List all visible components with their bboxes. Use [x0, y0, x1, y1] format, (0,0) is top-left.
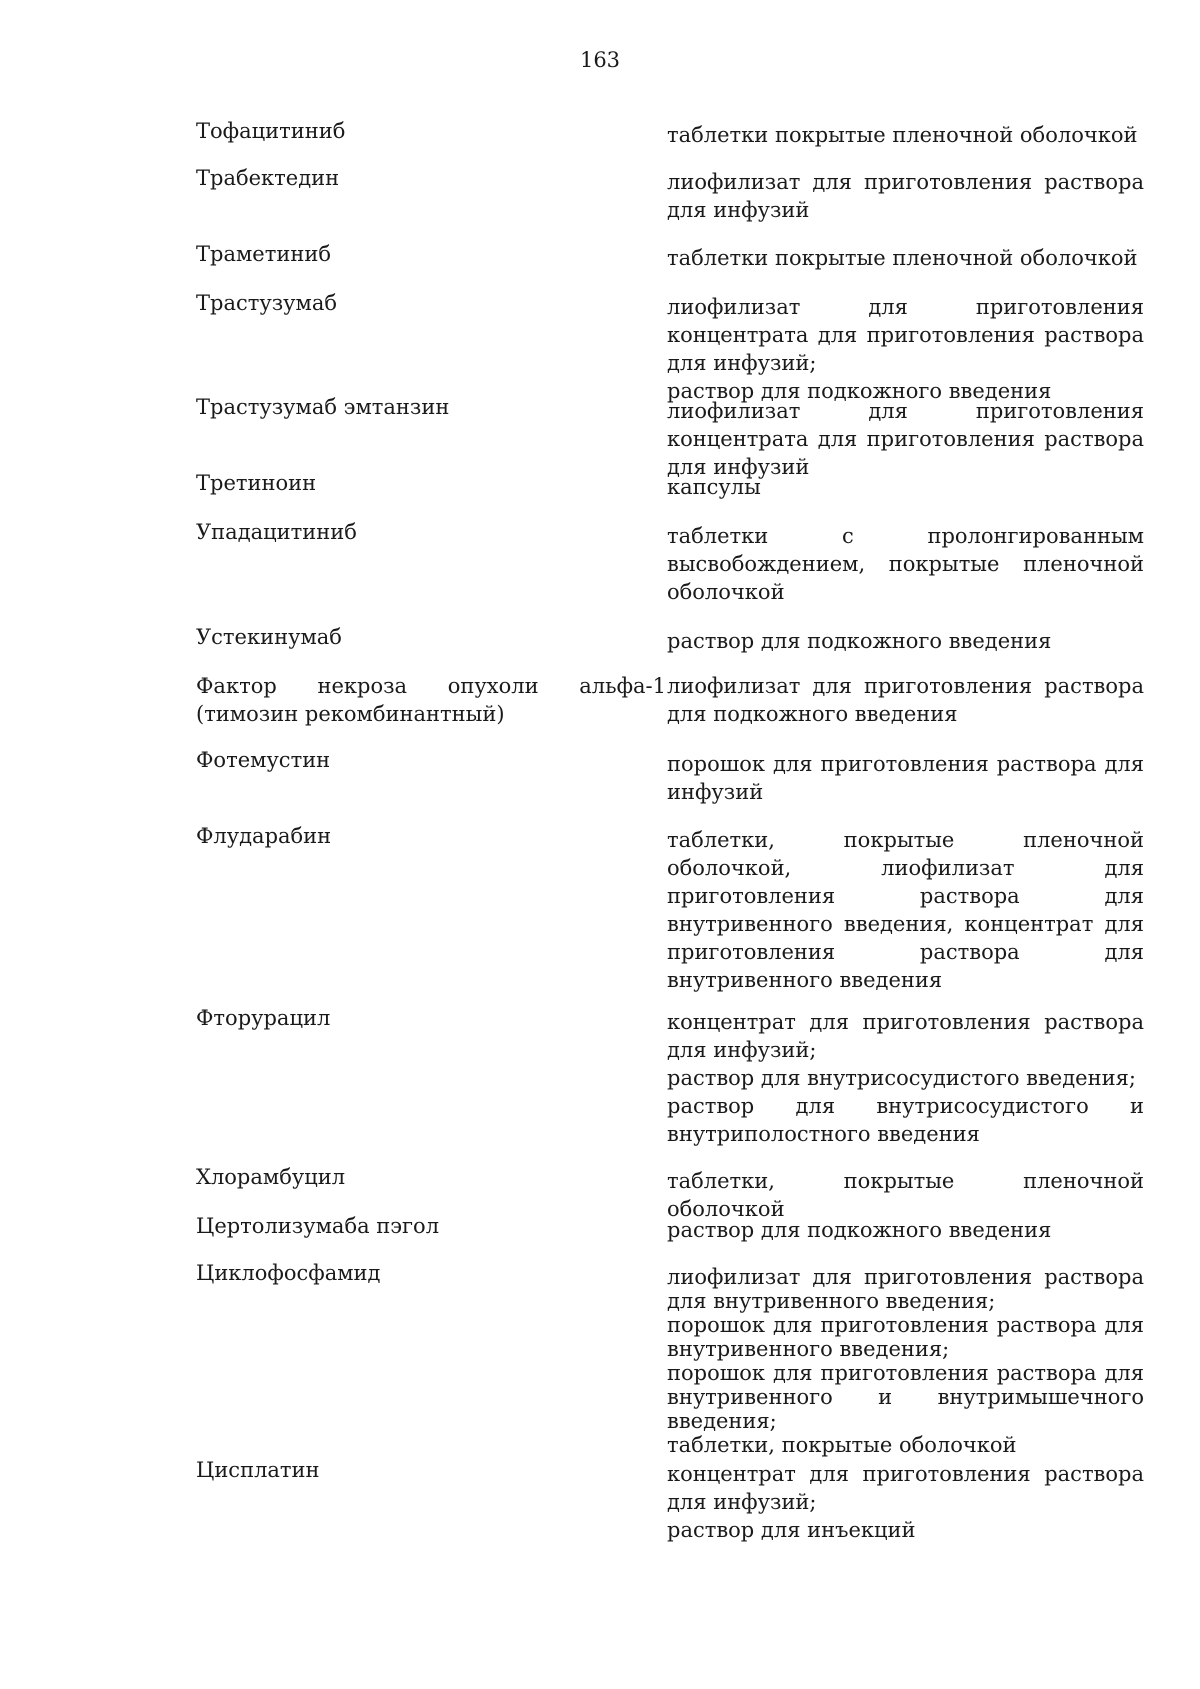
- dosage-form: порошок для приготовления раствора для внутривенного и внутримышечного введения;: [667, 1361, 1144, 1433]
- dosage-form: порошок для приготовления раствора для инфузий: [667, 752, 1144, 804]
- dosage-form: таблетки, покрытые пленочной оболочкой, лиофилизат для приготовления раствора для внутривенного введения, концентрат для приготовления раствора для внутривенного введения: [667, 828, 1144, 992]
- dosage-form: таблетки покрытые пленочной оболочкой: [667, 123, 1138, 147]
- dosage-forms: [667, 397, 1144, 481]
- dosage-forms: [667, 1460, 1144, 1544]
- dosage-forms: [667, 293, 1144, 405]
- drug-name: Фактор некроза опухоли альфа-1 (тимозин рекомбинантный): [196, 674, 666, 726]
- dosage-form: концентрат для приготовления раствора для инфузий;: [667, 1462, 1144, 1514]
- drug-name: Цисплатин: [196, 1458, 320, 1482]
- drug-name: Устекинумаб: [196, 625, 342, 649]
- dosage-forms: [667, 826, 1144, 994]
- dosage-forms: [667, 522, 1144, 606]
- drug-name: Фотемустин: [196, 748, 331, 772]
- dosage-form: лиофилизат для приготовления раствора для внутривенного введения;: [667, 1265, 1144, 1313]
- drug-name: Фторурацил: [196, 1006, 331, 1030]
- page-number: 163: [579, 48, 621, 72]
- dosage-form: раствор для внутрисосудистого введения;: [667, 1066, 1136, 1090]
- dosage-form: порошок для приготовления раствора для внутривенного введения;: [667, 1313, 1144, 1361]
- dosage-form: раствор для подкожного введения: [667, 629, 1052, 653]
- dosage-form: раствор для внутрисосудистого и внутриполостного введения: [667, 1094, 1144, 1146]
- drug-name: Трастузумаб эмтанзин: [196, 395, 450, 419]
- dosage-form: лиофилизат для приготовления концентрата для приготовления раствора для инфузий: [667, 399, 1144, 479]
- dosage-form: таблетки с пролонгированным высвобождением, покрытые пленочной оболочкой: [667, 524, 1144, 604]
- dosage-form: таблетки, покрытые оболочкой: [667, 1433, 1017, 1457]
- dosage-form: лиофилизат для приготовления раствора для подкожного введения: [667, 674, 1144, 726]
- dosage-forms: [667, 1216, 1144, 1244]
- dosage-forms: [667, 1167, 1144, 1223]
- dosage-form: таблетки, покрытые пленочной оболочкой: [667, 1169, 1144, 1221]
- dosage-forms: [667, 627, 1144, 655]
- dosage-form: лиофилизат для приготовления концентрата для приготовления раствора для инфузий;: [667, 295, 1144, 375]
- drug-name: Цертолизумаба пэгол: [196, 1214, 440, 1238]
- dosage-form: капсулы: [667, 475, 761, 499]
- drug-name: Тофацитиниб: [196, 119, 346, 143]
- dosage-form: раствор для инъекций: [667, 1518, 916, 1542]
- drug-name: Трабектедин: [196, 166, 340, 190]
- dosage-forms: [667, 168, 1144, 224]
- dosage-forms: [667, 1265, 1144, 1457]
- drug-name: Флударабин: [196, 824, 332, 848]
- drug-name: Циклофосфамид: [196, 1261, 381, 1285]
- dosage-forms: [667, 1008, 1144, 1148]
- dosage-form: лиофилизат для приготовления раствора для инфузий: [667, 170, 1144, 222]
- drug-name: Упадацитиниб: [196, 520, 357, 544]
- dosage-forms: [667, 672, 1144, 728]
- drug-name: Трастузумаб: [196, 291, 338, 315]
- dosage-forms: [667, 121, 1144, 149]
- dosage-form: концентрат для приготовления раствора для инфузий;: [667, 1010, 1144, 1062]
- drug-name: Третиноин: [196, 471, 317, 495]
- dosage-form: таблетки покрытые пленочной оболочкой: [667, 246, 1138, 270]
- dosage-forms: [667, 473, 1144, 501]
- dosage-form: раствор для подкожного введения: [667, 1218, 1052, 1242]
- drug-name: Траметиниб: [196, 242, 331, 266]
- dosage-form: раствор для подкожного введения: [667, 379, 1052, 403]
- dosage-forms: [667, 750, 1144, 806]
- drug-name: Хлорамбуцил: [196, 1165, 346, 1189]
- dosage-forms: [667, 244, 1144, 272]
